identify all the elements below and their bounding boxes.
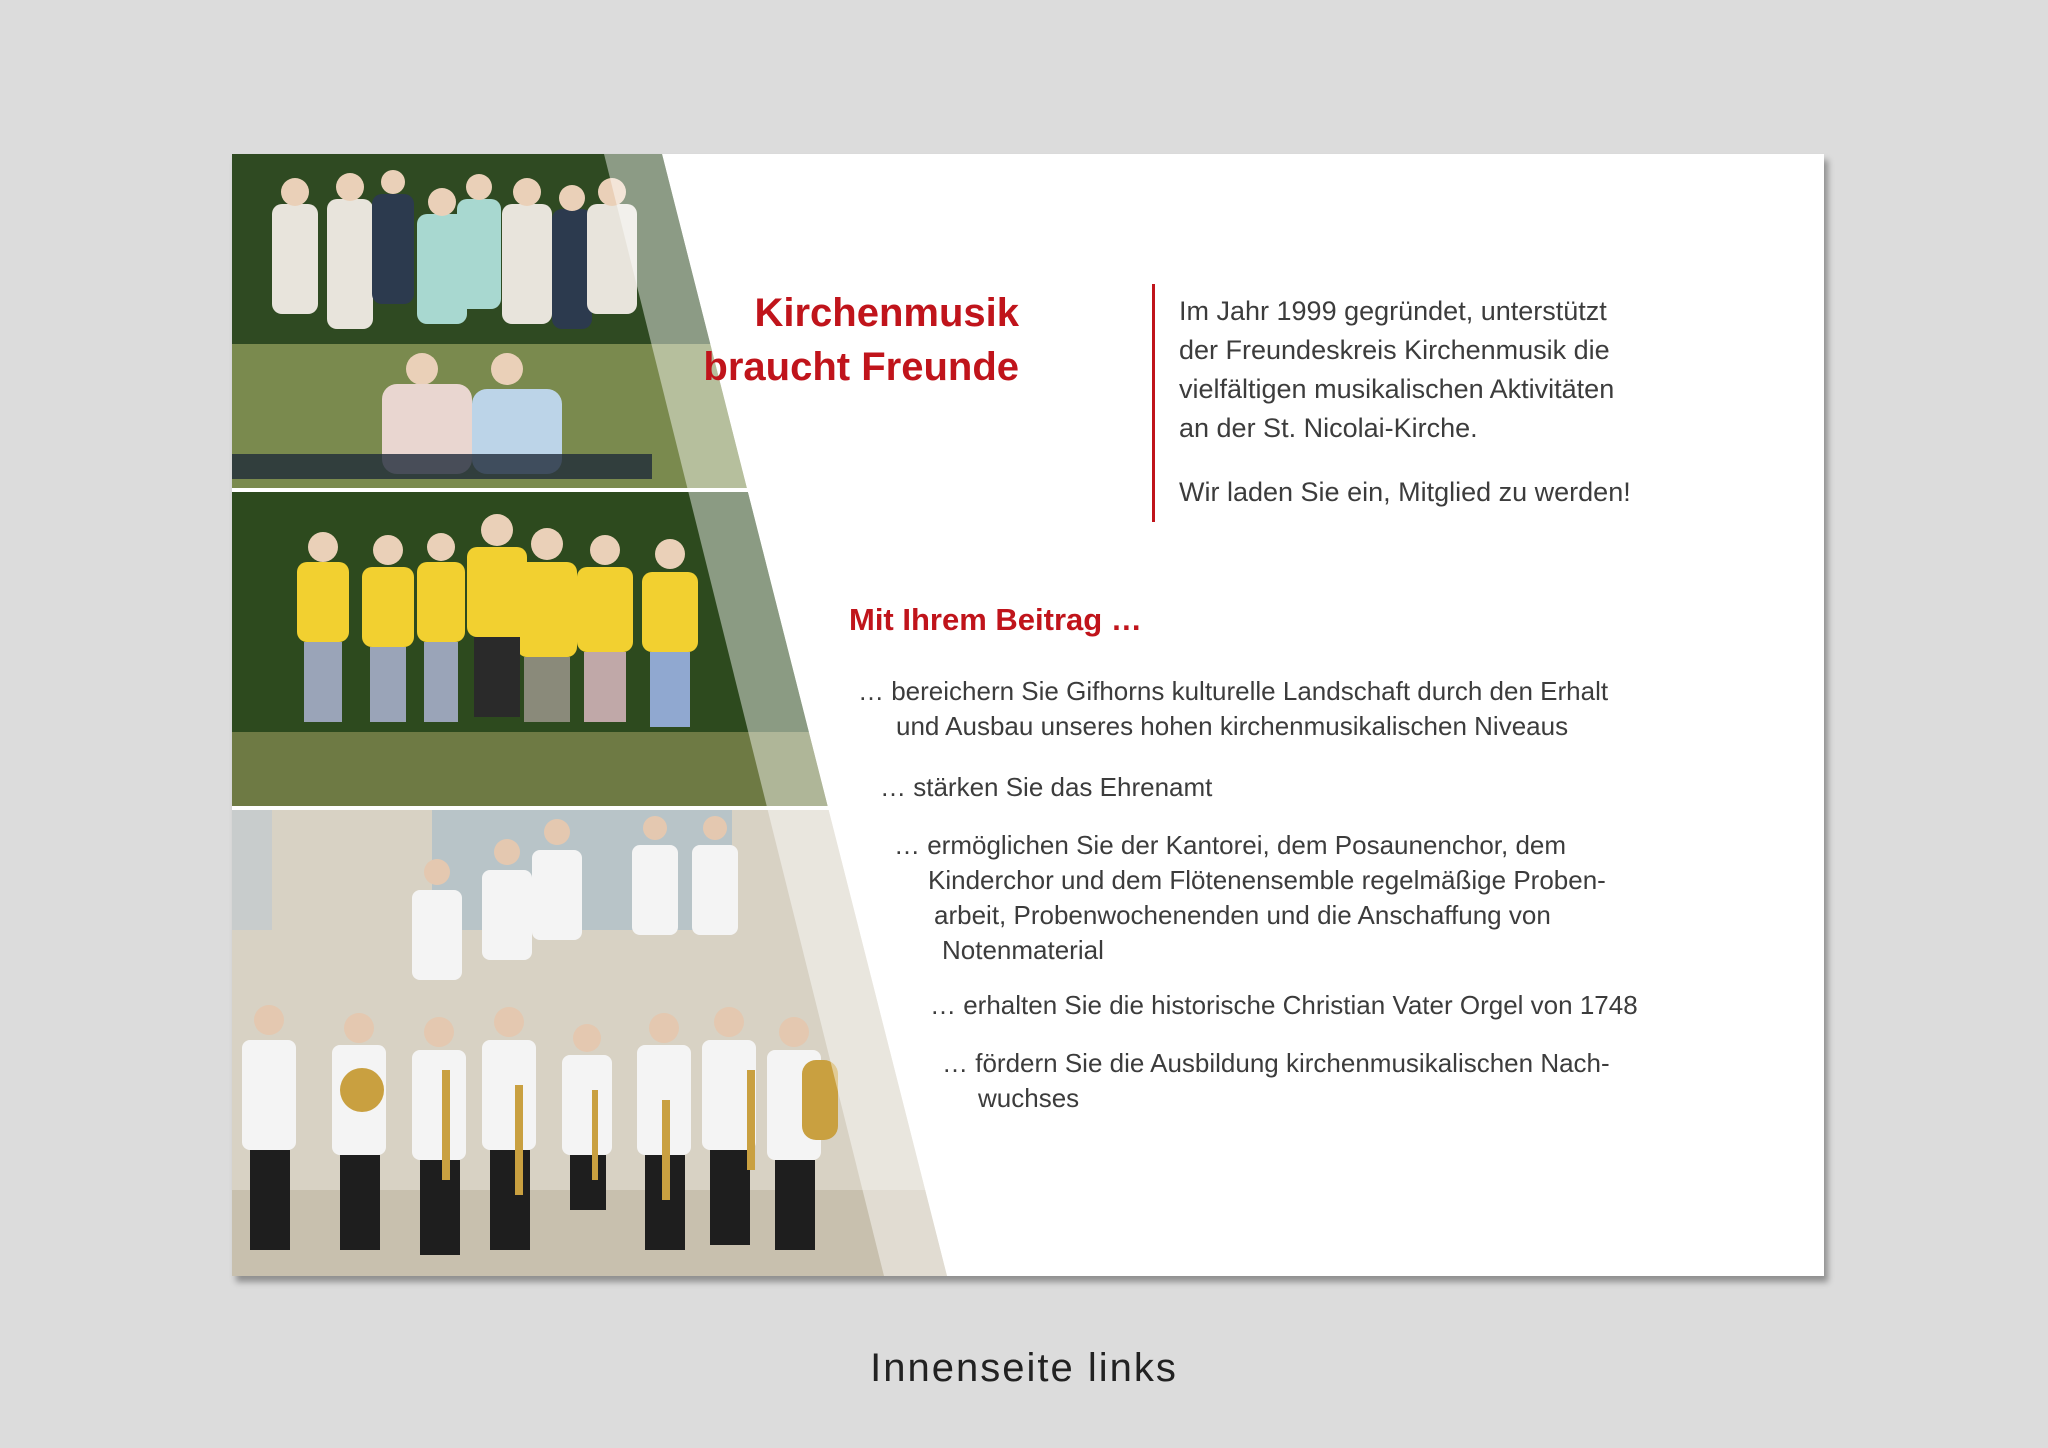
benefit-2-line-1: … stärken Sie das Ehrenamt [880,772,1213,802]
headline-line-2: braucht Freunde [703,345,1019,389]
intro-line-4: an der St. Nicolai-Kirche. [1179,413,1478,443]
flyer-page [232,154,1824,1276]
benefit-3-line-4: Notenmaterial [942,935,1104,965]
benefit-item-4 [930,988,1730,1023]
intro-line-1: Im Jahr 1999 gegründet, unterstützt [1179,296,1607,326]
page-caption: Innenseite links [870,1346,1178,1390]
benefit-item-1 [858,674,1658,744]
benefit-3-line-3: arbeit, Probenwochenenden und die Anschaffung von [934,900,1551,930]
benefit-item-3 [894,828,1694,968]
intro-line-3: vielfältigen musikalischen Aktivitäten [1179,374,1615,404]
benefit-1-line-2: und Ausbau unseres hohen kirchenmusikalischen Niveaus [896,711,1569,741]
subheading: Mit Ihrem Beitrag … [849,602,1142,637]
intro-line-2: der Freundeskreis Kirchenmusik die [1179,335,1610,365]
headline [519,286,1019,394]
headline-line-1: Kirchenmusik [754,291,1019,335]
benefit-item-2 [880,770,1680,805]
benefit-item-5 [942,1046,1742,1116]
benefit-5-line-2: wuchses [978,1083,1080,1113]
red-divider [1152,284,1155,522]
benefit-4-line-1: … erhalten Sie die historische Christian Vater Orgel von 1748 [930,990,1638,1020]
intro-invite: Wir laden Sie ein, Mitglied zu werden! [1179,477,1631,507]
benefit-3-line-1: … ermöglichen Sie der Kantorei, dem Posaunenchor, dem [894,830,1567,860]
benefit-3-line-2: Kinderchor und dem Flötenensemble regelmäßige Proben- [928,865,1606,895]
benefit-5-line-1: … fördern Sie die Ausbildung kirchenmusikalischen Nach- [942,1048,1610,1078]
benefit-1-line-1: … bereichern Sie Gifhorns kulturelle Landschaft durch den Erhalt [858,676,1609,706]
